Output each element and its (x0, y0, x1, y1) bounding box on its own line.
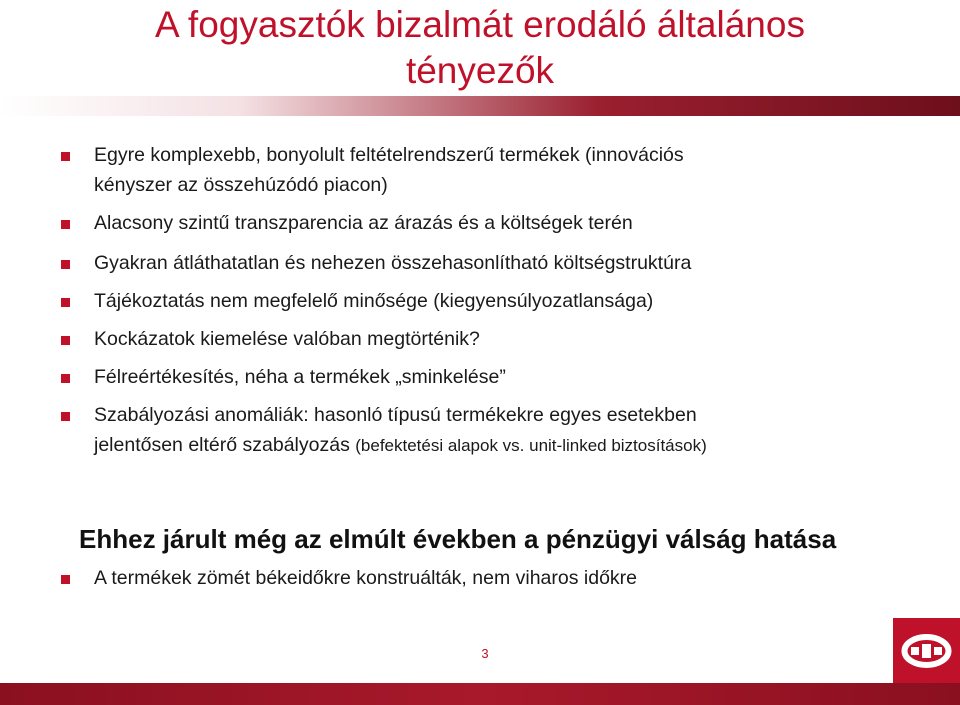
section-subheading: Ehhez járult még az elmúlt években a pénzügyi válság hatása (79, 524, 837, 554)
bullet-marker (61, 220, 70, 229)
footer-bar (0, 683, 960, 705)
bullet-text-line: Szabályozási anomáliák: hasonló típusú termékekre egyes esetekben (94, 404, 697, 426)
bullet-item-complex-products (94, 140, 934, 200)
bullet-marker (61, 298, 70, 307)
bullet-item-risks: Kockázatok kiemelése valóban megtörténik? (94, 328, 480, 350)
bullet-marker (61, 336, 70, 345)
bullet-text-main: jelentősen eltérő szabályozás (94, 434, 356, 456)
title-line-2: tényezők (405, 50, 555, 91)
bullet-text-line: kényszer az összehúzódó piacon) (94, 174, 388, 196)
title-divider-bar (0, 96, 960, 116)
bullet-marker (61, 412, 70, 421)
title-line-1: A fogyasztók bizalmát erodáló általános (155, 4, 805, 45)
bullet-item-cost-structure: Gyakran átláthatatlan és nehezen összehasonlítható költségstruktúra (94, 252, 692, 274)
page-number: 3 (481, 646, 489, 661)
bullet-text-parenthetical: (befektetési alapok vs. unit-linked biztosítások) (355, 436, 707, 455)
company-logo-icon (893, 618, 960, 686)
bullet-text-line (94, 430, 934, 461)
bullet-marker (61, 575, 70, 584)
bullet-marker (61, 260, 70, 269)
bullet-item-transparency: Alacsony szintű transzparencia az árazás és a költségek terén (94, 212, 633, 234)
bullet-item-information-quality: Tájékoztatás nem megfelelő minősége (kiegyensúlyozatlansága) (94, 290, 654, 312)
bullet-marker (61, 152, 70, 161)
bullet-marker (61, 374, 70, 383)
bullet-item-mis-selling: Félreértékesítés, néha a termékek „sminkelése” (94, 366, 506, 388)
slide-title (40, 2, 920, 94)
bullet-item-regulatory-anomalies (94, 400, 934, 461)
bullet-text-line: Egyre komplexebb, bonyolult feltételrendszerű termékek (innovációs (94, 144, 684, 166)
bullet-item-peacetime-products: A termékek zömét békeidőkre konstruálták, nem viharos időkre (94, 567, 638, 589)
